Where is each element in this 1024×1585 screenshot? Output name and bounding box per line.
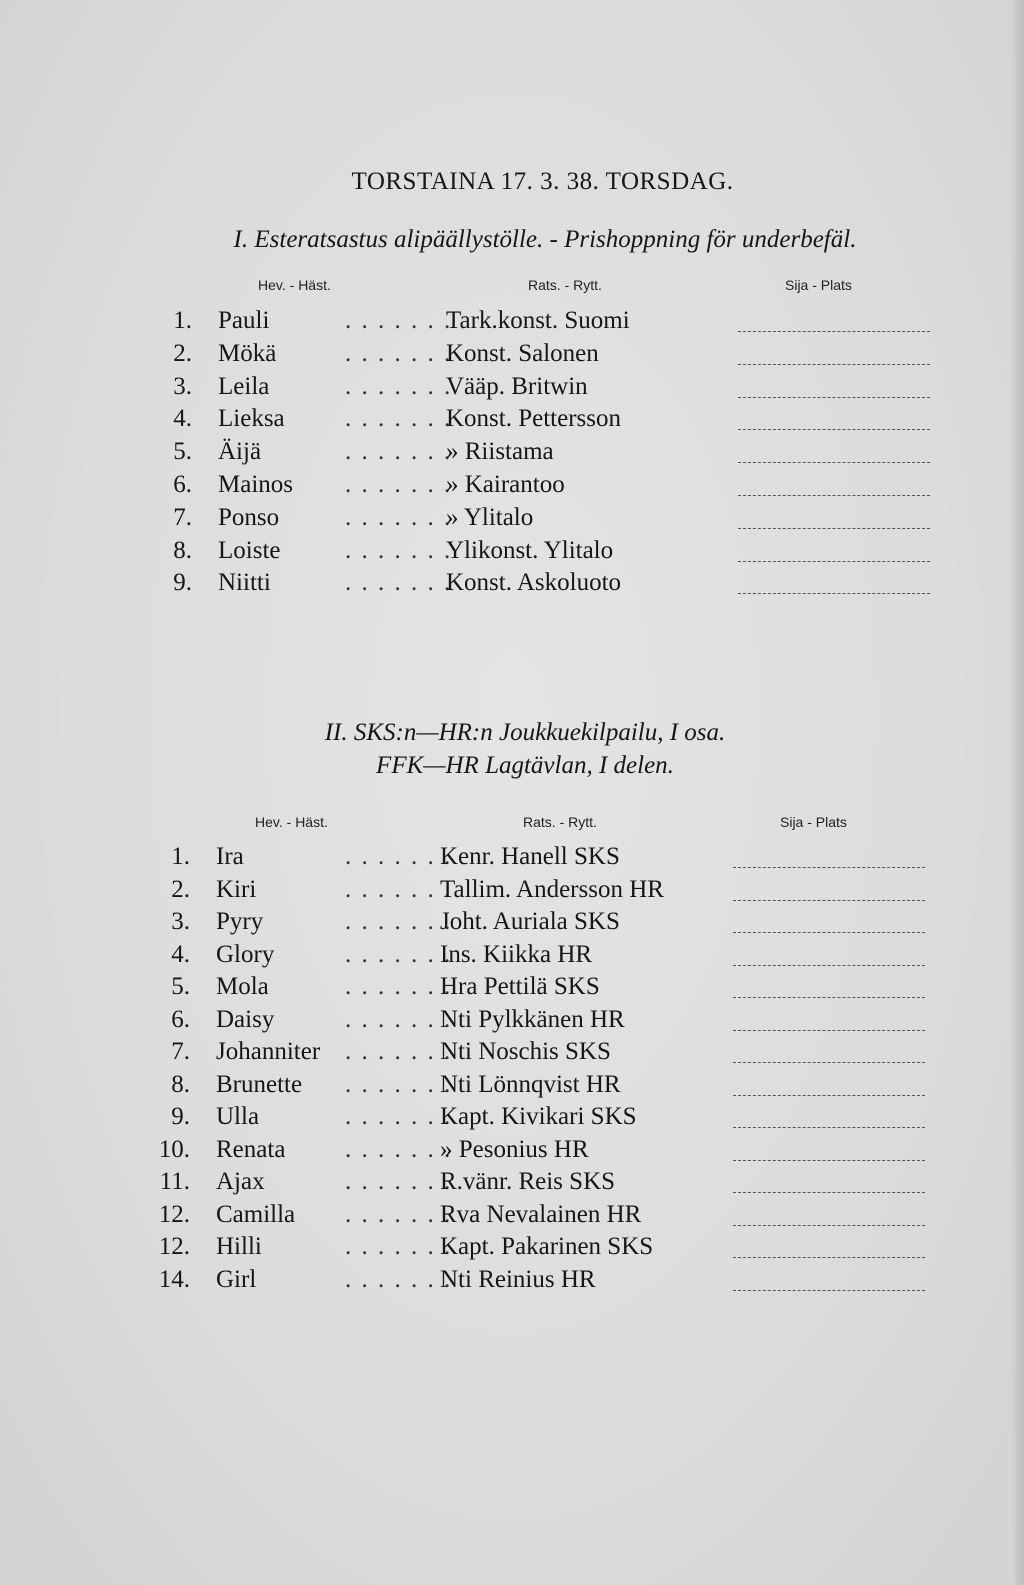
- page-title: TORSTAINA 17. 3. 38. TORSDAG.: [351, 168, 734, 195]
- placing-blank-line[interactable]: [733, 867, 925, 868]
- section-2-title: II. SKS:n—HR:n Joukkuekilpailu, I osa.: [324, 719, 726, 746]
- entry-number: 6.: [173, 471, 192, 498]
- placing-blank-line[interactable]: [733, 1062, 925, 1063]
- entry-row: [0, 1168, 1024, 1200]
- placing-blank-line[interactable]: [733, 1225, 925, 1226]
- rider-name: Ylikonst. Ylitalo: [446, 536, 614, 564]
- rider-name: Nti Reinius HR: [440, 1265, 596, 1293]
- leader-dots: . . . . . . .: [345, 1168, 453, 1195]
- placing-blank-line[interactable]: [733, 1095, 925, 1096]
- entry-number: 1.: [173, 307, 192, 334]
- leader-dots: . . . . . . .: [345, 438, 453, 466]
- placing-blank-line[interactable]: [733, 1030, 925, 1031]
- leader-dots: . . . . . . .: [345, 875, 453, 903]
- entry-number: 5.: [173, 438, 192, 466]
- leader-dots: . . . . . . .: [345, 503, 453, 531]
- placing-blank-line[interactable]: [733, 1127, 925, 1128]
- rider-name: Joht. Auriala SKS: [440, 908, 620, 935]
- entry-row: [0, 537, 1024, 569]
- placing-blank-line[interactable]: [733, 1160, 925, 1161]
- placing-blank-line[interactable]: [733, 1257, 925, 1258]
- rider-name: » Ylitalo: [446, 503, 534, 531]
- rider-name: R.vänr. Reis SKS: [440, 1168, 616, 1195]
- entry-number: 6.: [171, 1005, 190, 1033]
- leader-dots: . . . . . . .: [345, 908, 453, 935]
- entry-number: 3.: [173, 372, 192, 400]
- entry-row: [0, 1201, 1024, 1233]
- leader-dots: . . . . . . .: [345, 1005, 453, 1033]
- leader-dots: . . . . . . .: [345, 1200, 453, 1228]
- section-1-title: I. Esteratsastus alipäällystölle. - Prishoppning för underbefäl.: [233, 226, 857, 253]
- placing-blank-line[interactable]: [733, 965, 925, 966]
- rider-name: Kenr. Hanell SKS: [440, 843, 620, 870]
- placing-blank-line[interactable]: [738, 364, 930, 365]
- entry-number: 9.: [171, 1103, 190, 1130]
- entry-row: [0, 1266, 1024, 1298]
- rider-name: Kapt. Pakarinen SKS: [440, 1233, 654, 1260]
- leader-dots: . . . . . . .: [345, 1135, 453, 1163]
- entry-row: [0, 973, 1024, 1005]
- entry-row: [0, 876, 1024, 908]
- horse-name: Lieksa: [218, 405, 285, 433]
- rider-name: Tark.konst. Suomi: [446, 307, 630, 334]
- horse-name: Ira: [216, 843, 244, 870]
- horse-name: Pyry: [216, 908, 264, 935]
- leader-dots: . . . . . . .: [345, 843, 453, 870]
- leader-dots: . . . . . . .: [345, 1038, 453, 1065]
- entry-number: 12.: [158, 1233, 190, 1260]
- entry-row: [0, 908, 1024, 940]
- rider-name: Ins. Kiikka HR: [440, 940, 593, 968]
- horse-name: Johanniter: [216, 1038, 321, 1065]
- horse-name: Renata: [216, 1135, 286, 1163]
- entry-row: [0, 941, 1024, 973]
- entry-number: 4.: [173, 405, 192, 433]
- horse-name: Camilla: [216, 1200, 296, 1228]
- entry-row: [0, 569, 1024, 601]
- entry-row: [0, 340, 1024, 372]
- leader-dots: . . . . . . .: [345, 973, 453, 1000]
- horse-name: Niitti: [218, 569, 271, 597]
- leader-dots: . . . . . . .: [345, 1103, 453, 1130]
- entry-row: [0, 307, 1024, 339]
- entry-row: [0, 843, 1024, 875]
- horse-name: Daisy: [216, 1005, 275, 1033]
- placing-blank-line[interactable]: [738, 593, 930, 594]
- entry-number: 9.: [173, 569, 192, 597]
- entry-row: [0, 1006, 1024, 1038]
- rider-name: » Kairantoo: [446, 471, 565, 498]
- rider-name: Nti Noschis SKS: [440, 1038, 611, 1065]
- entry-row: [0, 1233, 1024, 1265]
- entry-row: [0, 1103, 1024, 1135]
- horse-name: Ulla: [216, 1103, 260, 1130]
- entry-row: [0, 504, 1024, 536]
- entry-row: [0, 438, 1024, 470]
- horse-name: Girl: [216, 1265, 257, 1293]
- entry-row: [0, 1136, 1024, 1168]
- placing-blank-line[interactable]: [733, 997, 925, 998]
- section-1-place-header: Sija - Plats: [785, 277, 852, 293]
- section-1-rider-header: Rats. - Rytt.: [528, 277, 602, 293]
- entry-number: 1.: [171, 843, 190, 870]
- horse-name: Mökä: [218, 339, 277, 367]
- placing-blank-line[interactable]: [738, 397, 930, 398]
- entry-number: 4.: [171, 940, 190, 968]
- section-2-subtitle: FFK—HR Lagtävlan, I delen.: [376, 752, 674, 779]
- horse-name: Kiri: [216, 875, 257, 903]
- horse-name: Pauli: [218, 307, 270, 334]
- entry-number: 11.: [159, 1168, 190, 1195]
- placing-blank-line[interactable]: [733, 900, 925, 901]
- entry-number: 7.: [173, 503, 192, 531]
- placing-blank-line[interactable]: [738, 561, 930, 562]
- entry-number: 14.: [158, 1265, 190, 1293]
- placing-blank-line[interactable]: [733, 932, 925, 933]
- section-2-horse-header: Hev. - Häst.: [255, 814, 328, 830]
- rider-name: Rva Nevalainen HR: [440, 1200, 642, 1228]
- rider-name: » Riistama: [446, 438, 554, 466]
- rider-name: » Pesonius HR: [440, 1135, 589, 1163]
- entry-row: [0, 471, 1024, 503]
- entry-number: 10.: [158, 1135, 190, 1163]
- placing-blank-line[interactable]: [733, 1192, 925, 1193]
- placing-blank-line[interactable]: [738, 495, 930, 496]
- horse-name: Ajax: [216, 1168, 265, 1195]
- entry-number: 3.: [171, 908, 190, 935]
- leader-dots: . . . . . . .: [345, 339, 453, 367]
- rider-name: Hra Pettilä SKS: [440, 973, 600, 1000]
- rider-name: Nti Pylkkänen HR: [440, 1005, 625, 1033]
- entry-number: 12.: [158, 1200, 190, 1228]
- placing-blank-line[interactable]: [733, 1290, 925, 1291]
- leader-dots: . . . . . . .: [345, 1233, 453, 1260]
- section-2-place-header: Sija - Plats: [780, 814, 847, 830]
- leader-dots: . . . . . . .: [345, 1070, 453, 1098]
- horse-name: Hilli: [216, 1233, 262, 1260]
- entry-number: 8.: [171, 1070, 190, 1098]
- entry-row: [0, 1071, 1024, 1103]
- leader-dots: . . . . . . .: [345, 940, 453, 968]
- leader-dots: . . . . . . .: [345, 307, 453, 334]
- placing-blank-line[interactable]: [738, 331, 930, 332]
- rider-name: Nti Lönnqvist HR: [440, 1070, 621, 1098]
- entry-number: 7.: [171, 1038, 190, 1065]
- placing-blank-line[interactable]: [738, 462, 930, 463]
- section-2-rider-header: Rats. - Rytt.: [523, 814, 597, 830]
- leader-dots: . . . . . . .: [345, 536, 453, 564]
- entry-row: [0, 1038, 1024, 1070]
- leader-dots: . . . . . . .: [345, 405, 453, 433]
- section-1-horse-header: Hev. - Häst.: [258, 277, 331, 293]
- horse-name: Loiste: [218, 536, 281, 564]
- horse-name: Ponso: [218, 503, 280, 531]
- entry-number: 2.: [173, 339, 192, 367]
- horse-name: Leila: [218, 372, 270, 400]
- leader-dots: . . . . . . .: [345, 471, 453, 498]
- leader-dots: . . . . . . .: [345, 569, 453, 597]
- page-edge: [1010, 0, 1024, 1585]
- rider-name: Vääp. Britwin: [446, 372, 588, 400]
- placing-blank-line[interactable]: [738, 429, 930, 430]
- rider-name: Tallim. Andersson HR: [440, 875, 664, 903]
- rider-name: Konst. Askoluoto: [446, 569, 622, 597]
- placing-blank-line[interactable]: [738, 528, 930, 529]
- entry-row: [0, 373, 1024, 405]
- entry-number: 2.: [171, 875, 190, 903]
- leader-dots: . . . . . . .: [345, 372, 453, 400]
- entry-number: 8.: [173, 536, 192, 564]
- rider-name: Konst. Pettersson: [446, 405, 621, 433]
- horse-name: Glory: [216, 940, 275, 968]
- horse-name: Äijä: [218, 438, 262, 466]
- leader-dots: . . . . . . .: [345, 1265, 453, 1293]
- horse-name: Mola: [216, 973, 269, 1000]
- horse-name: Brunette: [216, 1070, 303, 1098]
- entry-row: [0, 405, 1024, 437]
- horse-name: Mainos: [218, 471, 293, 498]
- rider-name: Kapt. Kivikari SKS: [440, 1103, 637, 1130]
- entry-number: 5.: [171, 973, 190, 1000]
- rider-name: Konst. Salonen: [446, 339, 599, 367]
